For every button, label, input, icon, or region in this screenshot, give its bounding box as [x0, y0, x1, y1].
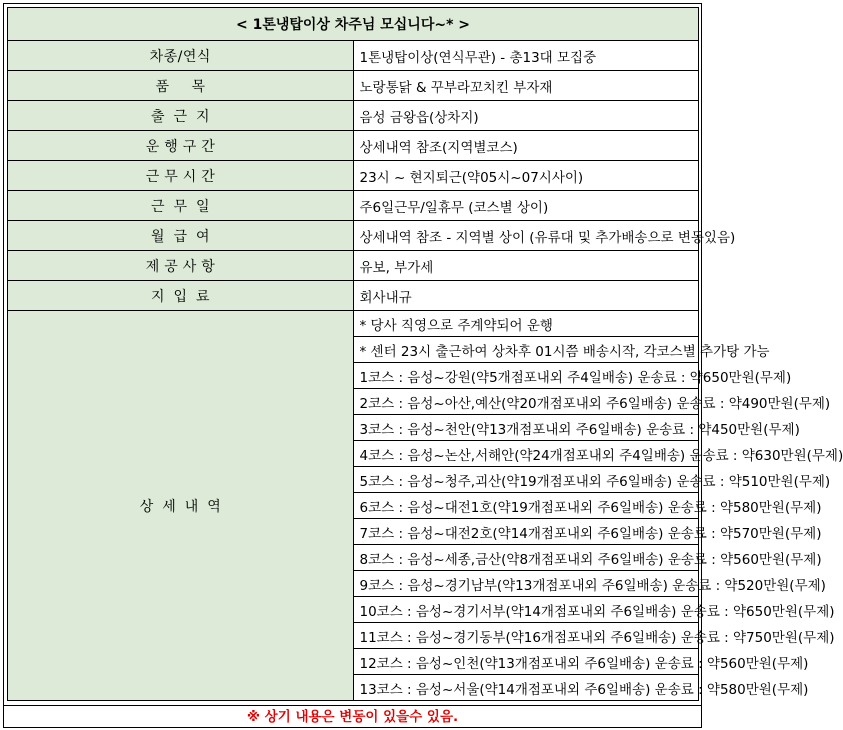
value-fee: 회사내규	[353, 281, 699, 311]
course-line: 6코스 : 음성~대전1호(약19개점포내외 주6일배송) 운송료 : 약580만원(무제)	[353, 493, 699, 519]
label-vehicle: 차종/연식	[8, 41, 354, 71]
label-benefits: 제공사항	[8, 251, 354, 281]
course-line: 5코스 : 음성~청주,괴산(약19개점포내외 주6일배송) 운송료 : 약510만원(무제)	[353, 467, 699, 493]
course-line: 10코스 : 음성~경기서부(약14개점포내외 주6일배송) 운송료 : 약650만원(무제)	[353, 597, 699, 623]
course-line: 4코스 : 음성~논산,서해안(약24개점포내외 주4일배송) 운송료 : 약630만원(무제)	[353, 441, 699, 467]
label-details: 상세내역	[8, 311, 354, 701]
course-line: 3코스 : 음성~천안(약13개점포내외 주6일배송) 운송료 : 약450만원(무제)	[353, 415, 699, 441]
disclaimer-note: ※ 상기 내용은 변동이 있을수 있음.	[3, 705, 702, 728]
value-vehicle: 1톤냉탑이상(연식무관) - 총13대 모집중	[353, 41, 699, 71]
value-benefits: 유보, 부가세	[353, 251, 699, 281]
detail-line: * 센터 23시 출근하여 상차후 01시쯤 배송시작, 각코스별 추가탕 가능	[353, 337, 699, 363]
label-workdays: 근무일	[8, 191, 354, 221]
label-item: 품 목	[8, 71, 354, 101]
label-fee: 지입료	[8, 281, 354, 311]
label-workplace: 출근지	[8, 101, 354, 131]
course-line: 8코스 : 음성~세종,금산(약8개점포내외 주6일배송) 운송료 : 약560만원(무제)	[353, 545, 699, 571]
label-salary: 월급여	[8, 221, 354, 251]
course-line: 9코스 : 음성~경기남부(약13개점포내외 주6일배송) 운송료 : 약520만원(무제)	[353, 571, 699, 597]
course-line: 2코스 : 음성~아산,예산(약20개점포내외 주6일배송) 운송료 : 약490만원(무제)	[353, 389, 699, 415]
recruitment-table	[7, 7, 843, 701]
course-line: 12코스 : 음성~인천(약13개점포내외 주6일배송) 운송료 : 약560만원(무제)	[353, 649, 699, 675]
value-item: 노랑통닭 & 꾸부라꼬치킨 부자재	[353, 71, 699, 101]
value-workplace: 음성 금왕읍(상차지)	[353, 101, 699, 131]
label-hours: 근무시간	[8, 161, 354, 191]
course-line: 7코스 : 음성~대전2호(약14개점포내외 주6일배송) 운송료 : 약570만원(무제)	[353, 519, 699, 545]
value-salary: 상세내역 참조 - 지역별 상이 (유류대 및 추가배송으로 변동있음)	[353, 221, 699, 251]
course-line: 13코스 : 음성~서울(약14개점포내외 주6일배송) 운송료 : 약580만원(무제)	[353, 675, 699, 701]
label-route: 운행구간	[8, 131, 354, 161]
value-workdays: 주6일근무/일휴무 (코스별 상이)	[353, 191, 699, 221]
course-line: 11코스 : 음성~경기동부(약16개점포내외 주6일배송) 운송료 : 약750만원(무제)	[353, 623, 699, 649]
value-route: 상세내역 참조(지역별코스)	[353, 131, 699, 161]
course-line: 1코스 : 음성~강원(약5개점포내외 주4일배송) 운송료 : 약650만원(무제)	[353, 363, 699, 389]
page-title: < 1톤냉탑이상 차주님 모십니다~* >	[8, 8, 699, 41]
value-hours: 23시 ~ 현지퇴근(약05시~07시사이)	[353, 161, 699, 191]
detail-line: * 당사 직영으로 주계약되어 운행	[353, 311, 699, 337]
